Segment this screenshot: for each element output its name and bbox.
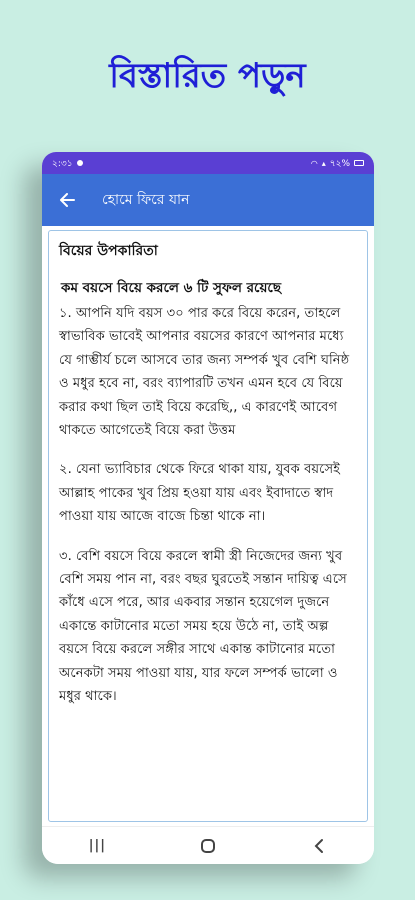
promo-title: বিস্তারিত পড়ুন — [109, 56, 306, 96]
article-subtitle: কম বয়সে বিয়ে করলে ৬ টি সুফল রয়েছে — [61, 280, 282, 296]
article-paragraph: ৩. বেশি বয়সে বিয়ে করলে স্বামী স্ত্রী নিজেদের জন্য খুব বেশি সময় পান না, বরং বছর ঘুরতেই সন্তান দায়িত্ব এসে কাঁধে এসে পরে, আর একবার সন্তান হয়েগেল দুজনে একান্তে কাটানোর মতো সময় হয়ে উঠে না, তাই অল্প বয়সে বিয়ে করলে সঙ্গীর সাথে একান্ত কাটানোর মতো অনেকটা সময় পাওয়া যায়, যার ফলে সম্পর্ক ভালো ও মধুর থাকে। — [59, 548, 347, 705]
wifi-icon: ◠ — [310, 158, 318, 168]
back-arrow-icon[interactable] — [56, 189, 78, 211]
back-button[interactable] — [304, 831, 334, 861]
status-time: ২:৩১ — [52, 158, 73, 169]
recents-icon: ||| — [88, 838, 106, 853]
system-nav-bar — [42, 826, 374, 864]
signal-icon: ▴ — [321, 158, 326, 168]
recents-button[interactable] — [82, 831, 112, 861]
content-area — [42, 226, 374, 826]
article-paragraph: ১. আপনি যদি বয়স ৩০ পার করে বিয়ে করেন, তাহলে স্বাভাবিক ভাবেই আপনার বয়সের কারণে আপনার মধ্যে যে গাম্ভীর্য চলে আসবে তার জন্য সম্পর্ক খুব বেশি ঘনিষ্ঠ ও মধুর হবে না, বরং ব্যাপারটি তখন এমন হবে যে বিয়ে করার কথা ছিল তাই বিয়ে করেছি,, এ কারণেই আবেগ থাকতে আগেতেই বিয়ে করা উত্তম — [59, 306, 350, 439]
back-chevron-icon — [313, 838, 325, 854]
home-button[interactable] — [193, 831, 223, 861]
notification-dot-icon — [77, 160, 83, 166]
article-paragraph: ২. যেনা ভ্যাবিচার থেকে ফিরে থাকা যায়, যুবক বয়সেই আল্লাহ পাকের খুব প্রিয় হওয়া যায় এবং ইবাদাতে স্বাদ পাওয়া যায় আজে বাজে চিন্তা থাকে না। — [59, 462, 341, 525]
battery-percent: ৭২% — [329, 158, 350, 169]
battery-icon — [354, 160, 364, 166]
home-icon — [200, 838, 216, 854]
app-bar-title[interactable]: হোমে ফিরে যান — [102, 192, 190, 208]
article-title: বিয়ের উপকারিতা — [59, 243, 158, 259]
app-bar — [42, 174, 374, 226]
status-bar — [42, 152, 374, 174]
article-card — [48, 230, 368, 822]
phone-frame — [42, 152, 374, 864]
